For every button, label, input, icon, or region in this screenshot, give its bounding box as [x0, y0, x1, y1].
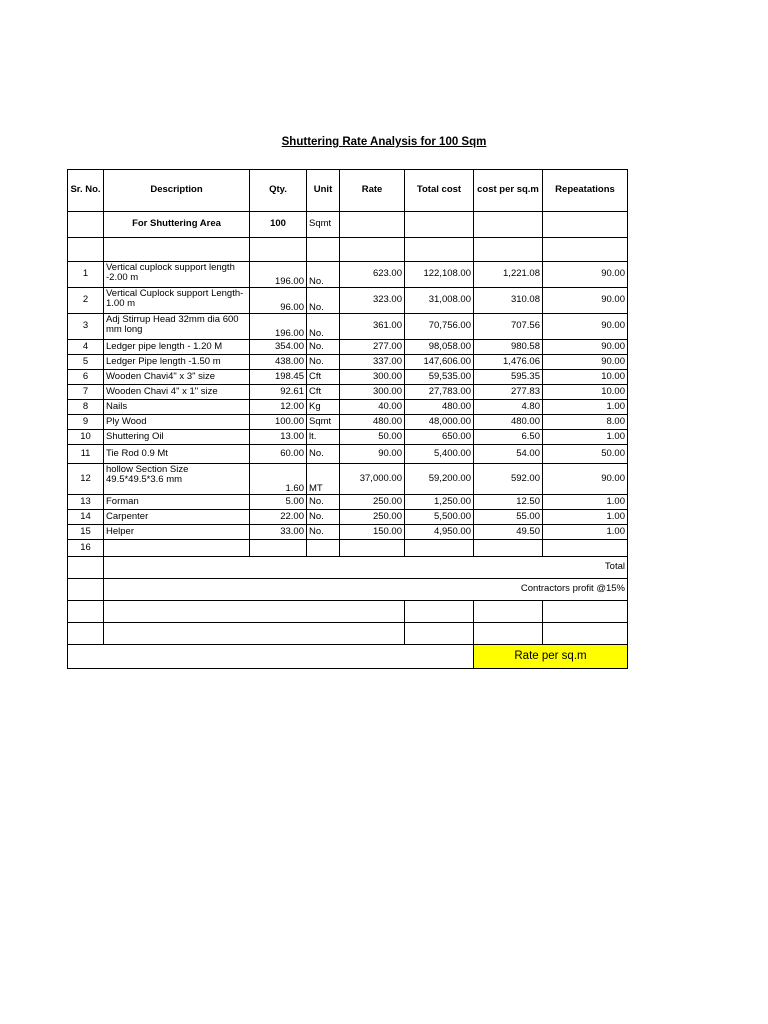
row-description: Tie Rod 0.9 Mt [104, 445, 250, 464]
row-unit: Sqmt [307, 415, 340, 430]
empty-cell [474, 623, 543, 645]
header-rate: Rate [340, 170, 405, 212]
table-row [68, 355, 628, 370]
row-cost-per-sqm: 480.00 [474, 415, 543, 430]
row-total-cost: 27,783.00 [405, 385, 474, 400]
row-rate: 300.00 [340, 385, 405, 400]
row-rate: 300.00 [340, 370, 405, 385]
row-qty: 198.45 [250, 370, 307, 385]
row-qty: 5.00 [250, 495, 307, 510]
table-row [68, 445, 628, 464]
row-description: hollow Section Size 49.5*49.5*3.6 mm [104, 464, 250, 495]
empty-cell [474, 540, 543, 557]
rate-analysis-table [67, 169, 628, 669]
empty-cell [307, 238, 340, 262]
empty-cell [543, 540, 628, 557]
header-row [68, 170, 628, 212]
row-sr: 11 [68, 445, 104, 464]
row-rate: 40.00 [340, 400, 405, 415]
row-total-cost: 147,606.00 [405, 355, 474, 370]
row-total-cost: 122,108.00 [405, 262, 474, 288]
row-description: Ledger pipe length - 1.20 M [104, 340, 250, 355]
row-total-cost: 98,058.00 [405, 340, 474, 355]
empty-cell [405, 601, 474, 623]
profit-label: Contractors profit @15% [104, 579, 628, 601]
row-cost-per-sqm: 595.35 [474, 370, 543, 385]
extra-row-2 [68, 623, 628, 645]
row-sr: 7 [68, 385, 104, 400]
row-unit: No. [307, 495, 340, 510]
row-qty: 438.00 [250, 355, 307, 370]
header-qty: Qty. [250, 170, 307, 212]
row-cost-per-sqm: 55.00 [474, 510, 543, 525]
row-sr: 5 [68, 355, 104, 370]
row-total-cost: 5,400.00 [405, 445, 474, 464]
row-cost-per-sqm: 6.50 [474, 430, 543, 445]
row-cost-per-sqm: 1,476.06 [474, 355, 543, 370]
row-description: Helper [104, 525, 250, 540]
empty-cell [307, 540, 340, 557]
empty-cell [543, 238, 628, 262]
row-rate: 361.00 [340, 314, 405, 340]
empty-cell [474, 601, 543, 623]
table-row [68, 464, 628, 495]
header-repeatations: Repeatations [543, 170, 628, 212]
empty-cell [68, 623, 104, 645]
row-rate: 50.00 [340, 430, 405, 445]
header-unit: Unit [307, 170, 340, 212]
empty-cell [474, 238, 543, 262]
row-description: Vertical Cuplock support Length-1.00 m [104, 288, 250, 314]
row-unit: No. [307, 288, 340, 314]
table-row [68, 415, 628, 430]
row-cost-per-sqm: 49.50 [474, 525, 543, 540]
row-unit: No. [307, 525, 340, 540]
table-row [68, 262, 628, 288]
row-rate: 90.00 [340, 445, 405, 464]
area-sr [68, 212, 104, 238]
row-total-cost: 59,535.00 [405, 370, 474, 385]
row-qty: 13.00 [250, 430, 307, 445]
rate-row [68, 645, 628, 669]
area-total [405, 212, 474, 238]
area-per-sqm [474, 212, 543, 238]
row-total-cost: 480.00 [405, 400, 474, 415]
row-sr: 15 [68, 525, 104, 540]
row-repeatations: 1.00 [543, 510, 628, 525]
empty-cell [104, 540, 250, 557]
row-total-cost: 70,756.00 [405, 314, 474, 340]
table-row [68, 314, 628, 340]
row-description: Carpenter [104, 510, 250, 525]
row-sr: 12 [68, 464, 104, 495]
empty-cell [340, 238, 405, 262]
empty-cell [405, 540, 474, 557]
table-row [68, 430, 628, 445]
profit-row [68, 579, 628, 601]
row-unit: Kg [307, 400, 340, 415]
row-repeatations: 1.00 [543, 495, 628, 510]
row-total-cost: 59,200.00 [405, 464, 474, 495]
row-description: Wooden Chavi4" x 3" size [104, 370, 250, 385]
row-total-cost: 31,008.00 [405, 288, 474, 314]
header-cost-per-sqm: cost per sq.m [474, 170, 543, 212]
row-cost-per-sqm: 12.50 [474, 495, 543, 510]
table-row [68, 510, 628, 525]
empty-cell [68, 645, 474, 669]
area-unit: Sqmt [307, 212, 340, 238]
row-cost-per-sqm: 707.56 [474, 314, 543, 340]
row-sr: 14 [68, 510, 104, 525]
row-cost-per-sqm: 277.83 [474, 385, 543, 400]
row-repeatations: 10.00 [543, 385, 628, 400]
row-rate: 337.00 [340, 355, 405, 370]
row-sr: 13 [68, 495, 104, 510]
row-description: Adj Stirrup Head 32mm dia 600 mm long [104, 314, 250, 340]
empty-cell [250, 238, 307, 262]
row-unit: No. [307, 355, 340, 370]
table-row [68, 288, 628, 314]
row-repeatations: 90.00 [543, 355, 628, 370]
row-cost-per-sqm: 980.58 [474, 340, 543, 355]
row-description: Shuttering Oil [104, 430, 250, 445]
row-description: Nails [104, 400, 250, 415]
empty-cell [405, 623, 474, 645]
area-row [68, 212, 628, 238]
row-unit: No. [307, 340, 340, 355]
row-qty: 1.60 [250, 464, 307, 495]
row-unit: Cft [307, 370, 340, 385]
row-sr: 10 [68, 430, 104, 445]
row-qty: 60.00 [250, 445, 307, 464]
table-row [68, 340, 628, 355]
row-sr: 6 [68, 370, 104, 385]
row-qty: 22.00 [250, 510, 307, 525]
empty-cell [68, 601, 104, 623]
row-repeatations: 8.00 [543, 415, 628, 430]
row-repeatations: 90.00 [543, 262, 628, 288]
row-rate: 250.00 [340, 495, 405, 510]
empty-cell [405, 238, 474, 262]
row-rate: 250.00 [340, 510, 405, 525]
row-qty: 33.00 [250, 525, 307, 540]
empty-cell [104, 601, 405, 623]
row-qty: 96.00 [250, 288, 307, 314]
row-unit: lt. [307, 430, 340, 445]
row-repeatations: 50.00 [543, 445, 628, 464]
row-sr: 4 [68, 340, 104, 355]
table-row [68, 400, 628, 415]
row-rate: 37,000.00 [340, 464, 405, 495]
empty-cell [68, 238, 104, 262]
row-repeatations: 10.00 [543, 370, 628, 385]
row-repeatations: 90.00 [543, 288, 628, 314]
row-qty: 12.00 [250, 400, 307, 415]
table-row [68, 495, 628, 510]
row-cost-per-sqm: 1,221.08 [474, 262, 543, 288]
row-repeatations: 90.00 [543, 464, 628, 495]
row-cost-per-sqm: 310.08 [474, 288, 543, 314]
row-total-cost: 1,250.00 [405, 495, 474, 510]
row-sr: 1 [68, 262, 104, 288]
empty-cell [104, 623, 405, 645]
row-cost-per-sqm: 54.00 [474, 445, 543, 464]
row-unit: No. [307, 445, 340, 464]
empty-cell [543, 623, 628, 645]
row-sr: 16 [68, 540, 104, 557]
row-total-cost: 650.00 [405, 430, 474, 445]
row-description: Ply Wood [104, 415, 250, 430]
empty-cell [104, 238, 250, 262]
table-row [68, 525, 628, 540]
area-qty: 100 [250, 212, 307, 238]
row-total-cost: 48,000.00 [405, 415, 474, 430]
row-repeatations: 1.00 [543, 430, 628, 445]
row-repeatations: 1.00 [543, 525, 628, 540]
rate-per-sqm-label: Rate per sq.m [474, 645, 628, 669]
row-repeatations: 90.00 [543, 314, 628, 340]
table-row [68, 385, 628, 400]
header-description: Description [104, 170, 250, 212]
area-label: For Shuttering Area [104, 212, 250, 238]
area-rate [340, 212, 405, 238]
row-unit: No. [307, 314, 340, 340]
row-qty: 92.61 [250, 385, 307, 400]
empty-cell [340, 540, 405, 557]
row-rate: 623.00 [340, 262, 405, 288]
row-repeatations: 90.00 [543, 340, 628, 355]
header-srno: Sr. No. [68, 170, 104, 212]
row-cost-per-sqm: 592.00 [474, 464, 543, 495]
row-sr: 9 [68, 415, 104, 430]
row-cost-per-sqm: 4.80 [474, 400, 543, 415]
row-unit: MT [307, 464, 340, 495]
row-unit: No. [307, 262, 340, 288]
row-sr: 3 [68, 314, 104, 340]
area-rep [543, 212, 628, 238]
row-qty: 196.00 [250, 262, 307, 288]
row-total-cost: 5,500.00 [405, 510, 474, 525]
row-description: Forman [104, 495, 250, 510]
row-description: Vertical cuplock support length -2.00 m [104, 262, 250, 288]
row-sr: 2 [68, 288, 104, 314]
row-description: Ledger Pipe length -1.50 m [104, 355, 250, 370]
extra-row-1 [68, 601, 628, 623]
document-title: Shuttering Rate Analysis for 100 Sqm [281, 136, 487, 148]
row-rate: 323.00 [340, 288, 405, 314]
row-total-cost: 4,950.00 [405, 525, 474, 540]
row-rate: 150.00 [340, 525, 405, 540]
row-qty: 354.00 [250, 340, 307, 355]
header-total-cost: Total cost [405, 170, 474, 212]
spacer-row [68, 238, 628, 262]
empty-cell [68, 557, 104, 579]
row-qty: 100.00 [250, 415, 307, 430]
row-unit: Cft [307, 385, 340, 400]
empty-cell [68, 579, 104, 601]
row-rate: 277.00 [340, 340, 405, 355]
row-unit: No. [307, 510, 340, 525]
row-description: Wooden Chavi 4" x 1" size [104, 385, 250, 400]
empty-cell [250, 540, 307, 557]
row-sr: 8 [68, 400, 104, 415]
total-label: Total [104, 557, 628, 579]
table-row [68, 370, 628, 385]
row-qty: 196.00 [250, 314, 307, 340]
empty-cell [543, 601, 628, 623]
row-repeatations: 1.00 [543, 400, 628, 415]
table-row-blank [68, 540, 628, 557]
row-rate: 480.00 [340, 415, 405, 430]
total-row [68, 557, 628, 579]
